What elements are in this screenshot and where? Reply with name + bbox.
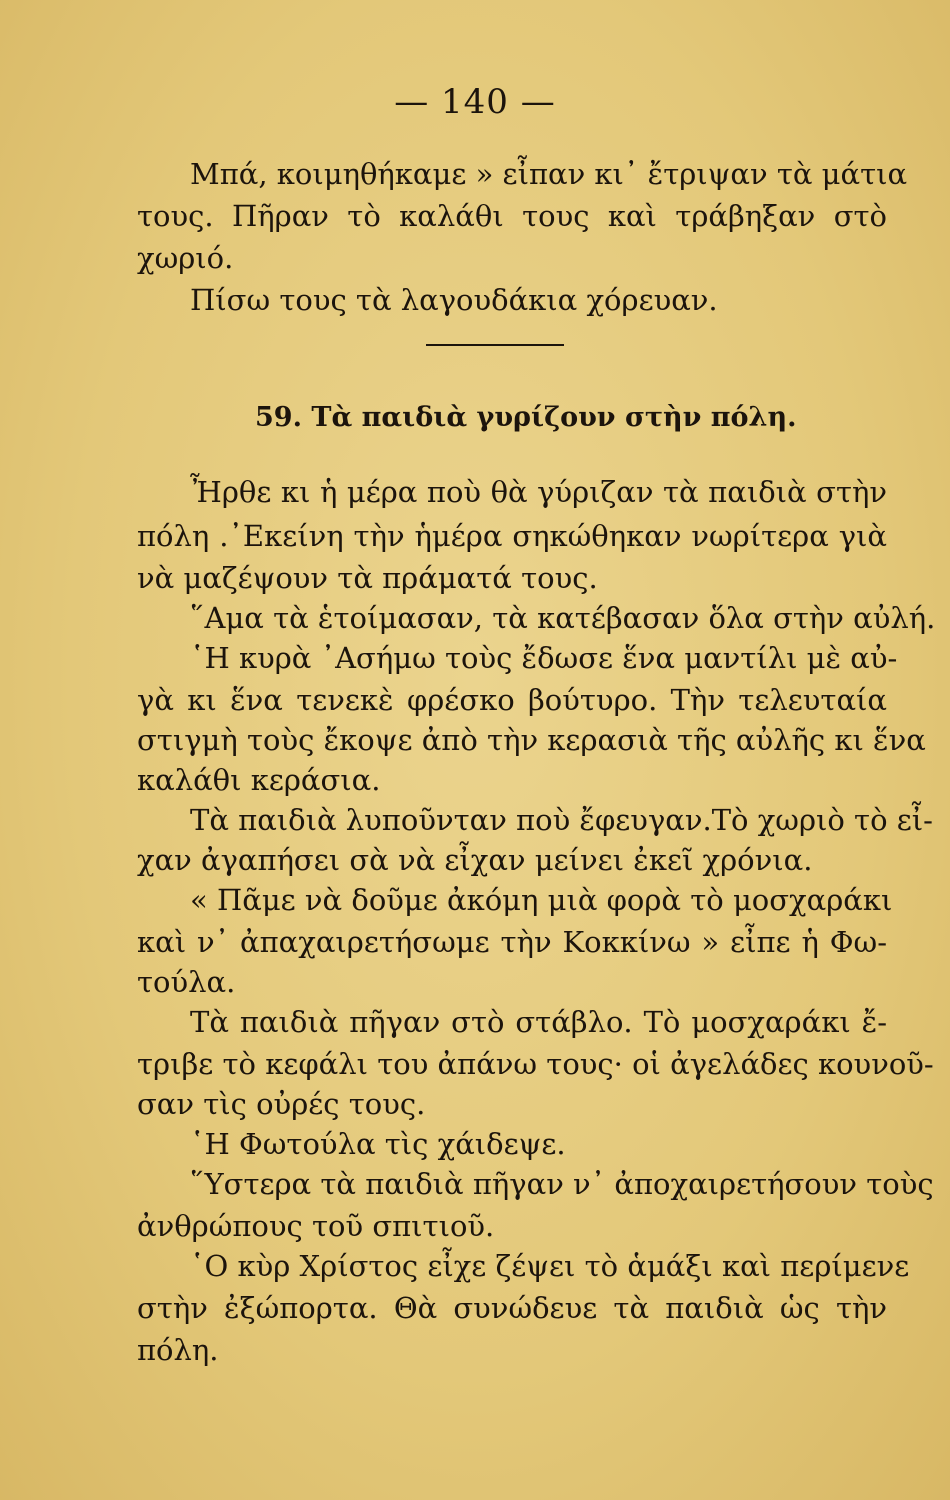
text-line: τριβε τὸ κεφάλι του ἀπάνω τους· οἱ ἀγελάδες κουνοῦ- xyxy=(137,1047,934,1081)
section-divider xyxy=(426,344,564,346)
text-line: Ἦρθε κι ἡ μέρα ποὺ θὰ γύριζαν τὰ παιδιὰ στὴν xyxy=(190,475,887,509)
text-line: Τὰ παιδιὰ λυποῦνταν ποὺ ἔφευγαν.Τὸ χωριὸ τὸ εἶ- xyxy=(190,803,933,837)
text-line: χαν ἀγαπήσει σὰ νὰ εἶχαν μείνει ἐκεῖ χρόνια. xyxy=(137,843,813,877)
text-line: ῾Ο κὺρ Χρίστος εἶχε ζέψει τὸ ἁμάξι καὶ περίμενε xyxy=(190,1249,910,1283)
text-line: ῞Αμα τὰ ἑτοίμασαν, τὰ κατέβασαν ὅλα στὴν αὐλή. xyxy=(190,601,936,635)
text-line: σαν τὶς οὐρές τους. xyxy=(137,1087,426,1121)
text-line: τούλα. xyxy=(137,965,236,999)
chapter-heading: 59. Τὰ παιδιὰ γυρίζουν στὴν πόλη. xyxy=(255,402,797,433)
text-line: νὰ μαζέψουν τὰ πράματά τους. xyxy=(137,561,598,595)
page-number: — 140 — xyxy=(394,82,556,122)
text-line: « Πᾶμε νὰ δοῦμε ἀκόμη μιὰ φορὰ τὸ μοσχαράκι xyxy=(190,883,893,917)
text-line: γὰ κι ἕνα τενεκὲ φρέσκο βούτυρο. Τὴν τελευταία xyxy=(137,683,887,717)
text-line: πόλη .᾽Εκείνη τὴν ἡμέρα σηκώθηκαν νωρίτερα γιὰ xyxy=(137,519,887,553)
text-line: καλάθι κεράσια. xyxy=(137,763,381,797)
text-line: καὶ ν᾽ ἀπαχαιρετήσωμε τὴν Κοκκίνω » εἶπε ἡ Φω- xyxy=(137,925,887,959)
text-line: ῾Η Φωτούλα τὶς χάιδεψε. xyxy=(190,1127,566,1161)
text-line: στὴν ἐξώπορτα. Θὰ συνώδευε τὰ παιδιὰ ὡς τὴν xyxy=(137,1291,887,1325)
text-line: Τὰ παιδιὰ πῆγαν στὸ στάβλο. Τὸ μοσχαράκι ἔ- xyxy=(190,1005,887,1039)
text-line: Μπά, κοιμηθήκαμε » εἶπαν κι᾽ ἔτριψαν τὰ μάτια xyxy=(190,157,908,191)
text-line: ἀνθρώπους τοῦ σπιτιοῦ. xyxy=(137,1209,495,1243)
text-line: πόλη. xyxy=(137,1333,219,1367)
text-line: στιγμὴ τοὺς ἔκοψε ἀπὸ τὴν κερασιὰ τῆς αὐλῆς κι ἕνα xyxy=(137,723,926,757)
text-line: Πίσω τους τὰ λαγουδάκια χόρευαν. xyxy=(190,283,718,317)
text-line: τους. Πῆραν τὸ καλάθι τους καὶ τράβηξαν στὸ xyxy=(137,199,887,233)
text-line: ῾Η κυρὰ ᾽Ασήμω τοὺς ἔδωσε ἕνα μαντίλι μὲ αὐ- xyxy=(190,641,898,675)
text-line: ῞Υστερα τὰ παιδιὰ πῆγαν ν᾽ ἀποχαιρετήσουν τοὺς xyxy=(190,1167,934,1201)
text-line: χωριό. xyxy=(137,241,234,275)
